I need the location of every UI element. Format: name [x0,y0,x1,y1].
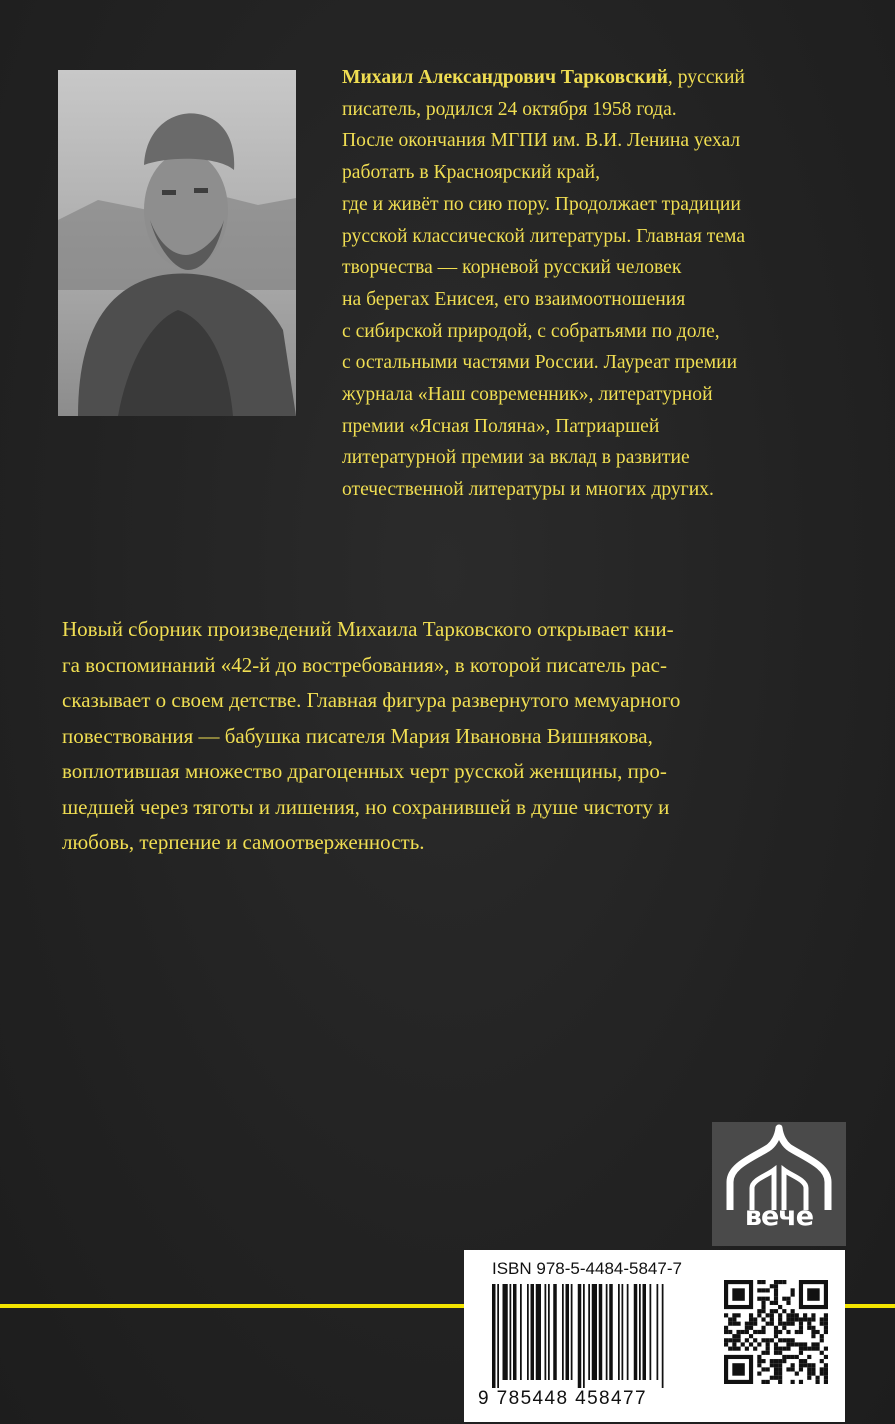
qr-module [761,1359,765,1363]
qr-module [795,1313,799,1317]
qr-module [732,1334,736,1338]
qr-module [786,1297,790,1301]
barcode-bar [553,1284,557,1380]
qr-module [778,1372,782,1376]
blurb-line: воплотившая множество драгоценных черт русской женщины, про- [62,759,667,783]
qr-module [736,1322,740,1326]
qr-module [770,1313,774,1317]
qr-module [803,1317,807,1321]
qr-module [724,1342,728,1346]
barcode-bar [592,1284,597,1380]
qr-module [766,1288,770,1292]
qr-module [736,1347,740,1351]
qr-module [791,1355,795,1359]
qr-module [811,1313,815,1317]
qr-module [774,1367,778,1371]
qr-module [757,1355,761,1359]
qr-module [732,1342,736,1346]
barcode-panel [464,1250,845,1422]
qr-module [782,1297,786,1301]
qr-module [807,1288,819,1300]
qr-module [732,1317,736,1321]
qr-module [732,1338,736,1342]
publisher-logo [712,1122,846,1246]
qr-module [778,1330,782,1334]
barcode-bar [650,1284,652,1380]
qr-module [732,1347,736,1351]
barcode-bar [562,1284,564,1380]
qr-module [757,1359,761,1363]
qr-module [749,1342,753,1346]
qr-module [770,1359,774,1363]
barcode-bar [510,1284,512,1380]
qr-module [778,1317,782,1321]
qr-module [782,1280,786,1284]
blurb-line: Новый сборник произведений Михаила Тарковского открывает кни- [62,617,674,641]
qr-module [757,1342,761,1346]
barcode-bar [578,1284,582,1388]
qr-module [778,1359,782,1363]
bio-line: Михаил Александрович Тарковский, русский [342,67,745,88]
qr-module [820,1359,824,1363]
qr-module [791,1288,795,1292]
qr-module [770,1376,774,1380]
qr-module [811,1367,815,1371]
qr-module [757,1372,761,1376]
qr-module [728,1338,732,1342]
qr-module [803,1342,807,1346]
qr-module [770,1317,774,1321]
qr-module [749,1334,753,1338]
qr-module [824,1376,828,1380]
qr-module [761,1309,765,1313]
qr-module [761,1367,765,1371]
author-biography [342,62,842,506]
qr-module [761,1351,765,1355]
qr-module [791,1292,795,1296]
qr-module [786,1317,790,1321]
author-photo [58,70,296,416]
qr-module [757,1297,761,1301]
qr-module [736,1330,740,1334]
qr-module [761,1288,765,1292]
qr-module [728,1317,732,1321]
qr-module [761,1380,765,1384]
qr-module [728,1330,732,1334]
qr-module [757,1313,761,1317]
qr-module [791,1338,795,1342]
blurb-line: га воспоминаний «42-й до востребования», в которой писатель рас- [62,652,667,677]
barcode-bar [618,1284,620,1380]
publisher-name: вече [744,1201,814,1232]
qr-module [770,1322,774,1326]
barcode-bar [662,1284,664,1388]
qr-module [811,1317,815,1321]
qr-module [736,1334,740,1338]
qr-module [791,1367,795,1371]
blurb-line: сказывает о своем детстве. Главная фигура развернутого мемуарного [62,688,681,712]
qr-module [757,1330,761,1334]
qr-module [799,1367,803,1371]
qr-module [820,1322,824,1326]
qr-module [766,1351,770,1355]
barcode-bar [520,1284,522,1380]
qr-module [811,1334,815,1338]
qr-module [816,1376,820,1380]
qr-module [778,1338,782,1342]
qr-module [745,1326,749,1330]
qr-module [766,1313,770,1317]
qr-module [761,1297,765,1301]
qr-module [807,1355,811,1359]
qr-module [736,1313,740,1317]
qr-module [795,1355,799,1359]
qr-module [820,1317,824,1321]
qr-module [782,1359,786,1363]
qr-module [766,1367,770,1371]
qr-module [778,1322,782,1326]
qr-module [770,1301,774,1305]
barcode-icon [492,1284,714,1388]
qr-module [824,1355,828,1359]
barcode-bar [571,1284,573,1380]
qr-module [786,1330,790,1334]
qr-module [782,1338,786,1342]
qr-module [824,1367,828,1371]
qr-module [795,1342,799,1346]
qr-module [791,1380,795,1384]
qr-module [799,1347,803,1351]
qr-module [774,1292,778,1296]
qr-module [770,1363,774,1367]
qr-module [778,1380,782,1384]
qr-module [786,1342,790,1346]
qr-module [799,1317,803,1321]
qr-module [786,1355,790,1359]
qr-module [778,1376,782,1380]
isbn-number: ISBN 978-5-4484-5847-7 [492,1259,682,1278]
qr-module [811,1330,815,1334]
qr-module [761,1326,765,1330]
barcode-bar [583,1284,585,1388]
barcode-bar [588,1284,590,1380]
qr-module [757,1280,761,1284]
barcode-bar [536,1284,541,1380]
bio-line: После окончания МГПИ им. В.И. Ленина уехал [342,130,741,152]
barcode-bar [639,1284,641,1380]
qr-code-icon [724,1280,828,1384]
qr-module [774,1280,778,1284]
barcode-bar [513,1284,517,1380]
qr-module [757,1288,761,1292]
qr-module [799,1359,803,1363]
qr-module [728,1322,732,1326]
qr-module [745,1338,749,1342]
qr-module [816,1342,820,1346]
qr-module [820,1351,824,1355]
qr-module [766,1347,770,1351]
qr-module [786,1347,790,1351]
qr-module [724,1330,728,1334]
qr-module [807,1317,811,1321]
qr-module [811,1347,815,1351]
barcode-bar [606,1284,608,1380]
qr-module [761,1317,765,1321]
qr-module [770,1284,774,1288]
ean-digits: 9 785448 458477 [478,1388,647,1409]
qr-module [824,1330,828,1334]
qr-module [774,1309,778,1313]
qr-module [761,1338,765,1342]
blurb-line: повествования — бабушка писателя Мария Ивановна Вишнякова, [62,723,653,748]
qr-module [811,1363,815,1367]
qr-module [811,1326,815,1330]
bio-line: журнала «Наш современник», литературной [342,384,713,406]
qr-module [770,1338,774,1342]
qr-module [807,1326,811,1330]
qr-module [782,1309,786,1313]
qr-module [766,1380,770,1384]
qr-module [732,1322,736,1326]
qr-module [782,1347,786,1351]
qr-module [761,1305,765,1309]
bio-line: работать в Красноярский край, [342,162,601,184]
qr-module [820,1334,824,1338]
book-description [62,612,846,861]
barcode-bar [503,1284,508,1380]
qr-module [803,1313,807,1317]
qr-module [786,1301,790,1305]
qr-module [778,1347,782,1351]
qr-module [774,1288,778,1292]
qr-module [774,1297,778,1301]
qr-module [766,1338,770,1342]
bio-line: литературной премии за вклад в развитие [342,447,690,469]
bio-line: отечественной литературы и многих других. [342,479,714,501]
qr-module [749,1322,753,1326]
qr-module [791,1309,795,1313]
qr-module [774,1372,778,1376]
bio-line: премии «Ясная Поляна», Патриаршей [342,415,660,437]
barcode-bar [566,1284,570,1380]
qr-module [732,1288,744,1300]
qr-module [803,1363,807,1367]
qr-module [728,1347,732,1351]
qr-module [799,1322,803,1326]
qr-module [807,1376,811,1380]
qr-module [766,1297,770,1301]
qr-module [745,1322,749,1326]
qr-module [753,1347,757,1351]
qr-module [741,1330,745,1334]
qr-module [774,1351,778,1355]
qr-module [791,1317,795,1321]
qr-module [795,1330,799,1334]
author-portrait-image [58,70,296,416]
barcode-bar [497,1284,499,1388]
qr-module [753,1317,757,1321]
barcode-bar [627,1284,629,1380]
qr-module [791,1363,795,1367]
author-name: Михаил Александрович Тарковский [342,67,668,88]
qr-module [774,1301,778,1305]
qr-module [741,1342,745,1346]
qr-module [816,1380,820,1384]
qr-module [761,1280,765,1284]
qr-module [786,1322,790,1326]
barcode-bar [548,1284,550,1380]
qr-module [811,1372,815,1376]
qr-module [753,1338,757,1342]
qr-module [799,1342,803,1346]
qr-module [824,1372,828,1376]
qr-module [799,1330,803,1334]
qr-module [807,1363,811,1367]
qr-module [778,1305,782,1309]
qr-module [774,1347,778,1351]
qr-module [791,1342,795,1346]
barcode-bar [531,1284,535,1380]
qr-module [749,1326,753,1330]
qr-module [799,1326,803,1330]
qr-module [799,1351,803,1355]
qr-module [774,1326,778,1330]
qr-module [824,1317,828,1321]
bio-line: творчества — корневой русский человек [342,257,682,279]
qr-module [753,1330,757,1334]
qr-module [811,1342,815,1346]
qr-module [803,1347,807,1351]
qr-module [778,1363,782,1367]
qr-module [824,1322,828,1326]
barcode-bar [609,1284,613,1380]
qr-module [774,1363,778,1367]
qr-module [786,1313,790,1317]
barcode-bar [599,1284,603,1380]
qr-module [766,1342,770,1346]
bio-line: с остальными частями России. Лауреат премии [342,352,738,374]
barcode-bar [545,1284,547,1380]
bio-line: русской классической литературы. Главная тема [342,225,746,247]
barcode-bar [657,1284,659,1380]
qr-module [774,1334,778,1338]
qr-module [753,1322,757,1326]
qr-module [816,1330,820,1334]
qr-module [774,1359,778,1363]
qr-module [807,1347,811,1351]
qr-module [774,1330,778,1334]
qr-module [803,1359,807,1363]
blurb-line: любовь, терпение и самоотверженность. [62,830,425,854]
bio-line: где и живёт по сию пору. Продолжает традиции [342,193,741,215]
barcode-bar [492,1284,496,1388]
qr-module [736,1338,740,1342]
qr-module [807,1322,811,1326]
barcode-bar [634,1284,638,1380]
qr-module [807,1367,811,1371]
qr-module [774,1376,778,1380]
qr-module [770,1309,774,1313]
qr-module [791,1322,795,1326]
qr-module [745,1347,749,1351]
qr-module [820,1338,824,1342]
qr-module [782,1322,786,1326]
qr-module [824,1363,828,1367]
qr-module [778,1367,782,1371]
qr-module [795,1372,799,1376]
qr-module [824,1313,828,1317]
bio-line: писатель, родился 24 октября 1958 года. [342,98,677,120]
bio-line: на берегах Енисея, его взаимоотношения [342,288,686,310]
qr-module [824,1380,828,1384]
qr-module [807,1372,811,1376]
qr-module [799,1380,803,1384]
qr-module [782,1326,786,1330]
qr-module [749,1313,753,1317]
barcode-bar [643,1284,647,1380]
qr-module [791,1313,795,1317]
qr-module [820,1372,824,1376]
qr-module [778,1280,782,1284]
barcode-bar [527,1284,529,1380]
qr-module [745,1330,749,1334]
qr-module [824,1347,828,1351]
qr-module [766,1322,770,1326]
qr-module [782,1355,786,1359]
qr-module [786,1367,790,1371]
qr-module [824,1326,828,1330]
blurb-line: шедшей через тяготы и лишения, но сохранившей в душе чистоту и [62,794,670,819]
qr-module [761,1330,765,1334]
qr-module [778,1351,782,1355]
qr-module [795,1317,799,1321]
barcode-bar [622,1284,624,1380]
qr-module [749,1317,753,1321]
qr-module [778,1313,782,1317]
qr-module [786,1338,790,1342]
qr-module [724,1326,728,1330]
qr-module [816,1347,820,1351]
qr-module [774,1284,778,1288]
qr-module [732,1363,744,1375]
bio-line: с сибирской природой, с собратьями по доле, [342,320,720,342]
qr-module [724,1338,728,1342]
qr-module [820,1367,824,1371]
qr-module [724,1313,728,1317]
qr-module [732,1313,736,1317]
qr-module [757,1309,761,1313]
qr-module [757,1363,761,1367]
qr-module [774,1342,778,1346]
qr-module [799,1363,803,1367]
qr-module [761,1301,765,1305]
